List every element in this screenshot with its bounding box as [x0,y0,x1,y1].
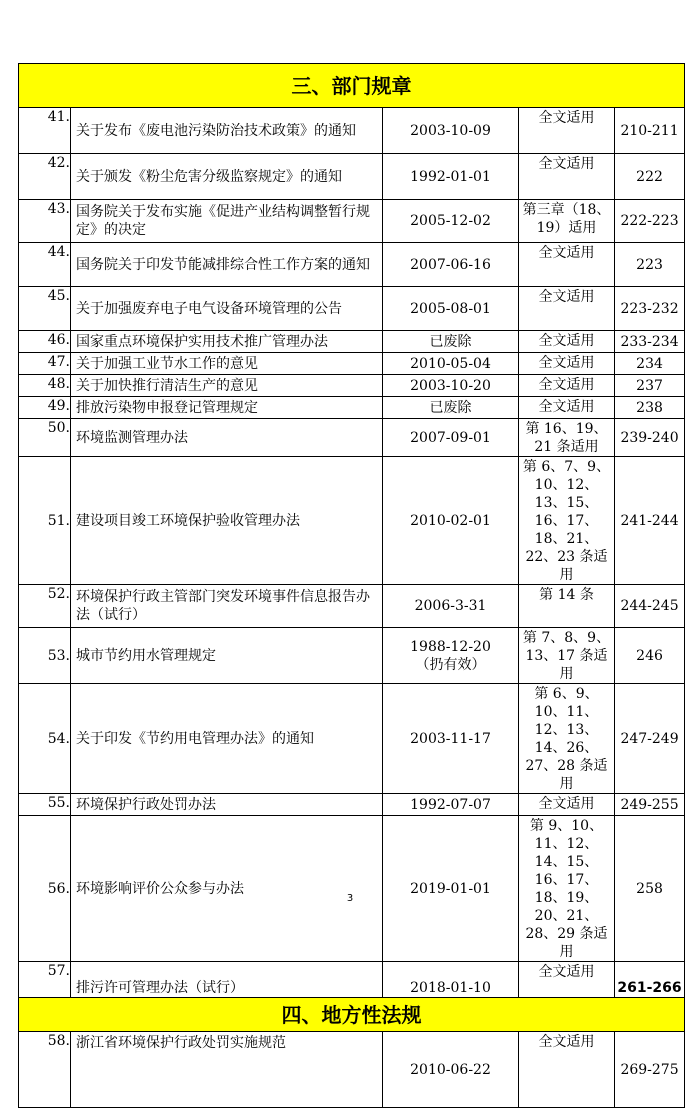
regulation-title: 国务院关于印发节能减排综合性工作方案的通知 [71,243,383,287]
row-number: 54. [19,684,71,794]
row-number: 46. [19,331,71,353]
effective-date [383,628,519,684]
table-row [19,243,685,287]
row-number: 42. [19,154,71,200]
table-row [19,962,685,998]
effective-date: 2010-06-22 [383,1032,519,1108]
effective-date: 2006-3-31 [383,585,519,628]
applicable-scope: 第三章（18、19）适用 [519,200,615,243]
effective-date: 2007-06-16 [383,243,519,287]
page-number: 3 [346,893,354,904]
effective-date: 2007-09-01 [383,419,519,457]
table-row [19,816,685,962]
applicable-scope: 全文适用 [519,962,615,998]
effective-date: 2003-11-17 [383,684,519,794]
page-range: 223-232 [615,287,685,331]
regulation-title: 环境保护行政处罚办法 [71,794,383,816]
row-number: 48. [19,375,71,397]
page-range: 222-223 [615,200,685,243]
page-range: 233-234 [615,331,685,353]
page-range: 241-244 [615,457,685,585]
table-row [19,628,685,684]
row-number: 58. [19,1032,71,1108]
effective-date: 2005-12-02 [383,200,519,243]
applicable-scope: 第 6、7、9、10、12、13、15、16、17、18、21、22、23 条适用 [519,457,615,585]
page-range: 238 [615,397,685,419]
section-title: 三、部门规章 [19,64,685,108]
table-row [19,419,685,457]
applicable-scope: 全文适用 [519,243,615,287]
row-number: 53. [19,628,71,684]
table-row [19,154,685,200]
page-range: 239-240 [615,419,685,457]
section-header-row [19,998,685,1032]
regulation-title: 排污许可管理办法（试行） [71,962,383,998]
page-range: 261-266 [615,962,685,998]
applicable-scope: 第 16、19、21 条适用 [519,419,615,457]
row-number: 55. [19,794,71,816]
row-number: 50. [19,419,71,457]
page-range: 269-275 [615,1032,685,1108]
regulation-title: 关于加强工业节水工作的意见 [71,353,383,375]
section-header-row [19,64,685,108]
regulation-title: 关于发布《废电池污染防治技术政策》的通知 [71,108,383,154]
page-range: 258 [615,816,685,962]
effective-date: 已废除 [383,397,519,419]
page-range: 222 [615,154,685,200]
regulation-title: 关于印发《节约用电管理办法》的通知 [71,684,383,794]
row-number: 45. [19,287,71,331]
applicable-scope: 全文适用 [519,287,615,331]
row-number: 56. [19,816,71,962]
applicable-scope: 全文适用 [519,108,615,154]
applicable-scope: 全文适用 [519,353,615,375]
page-range: 210-211 [615,108,685,154]
effective-date: 2010-02-01 [383,457,519,585]
effective-date: 2003-10-09 [383,108,519,154]
table-row [19,585,685,628]
page-range: 247-249 [615,684,685,794]
regulation-title: 建设项目竣工环境保护验收管理办法 [71,457,383,585]
applicable-scope: 全文适用 [519,154,615,200]
row-number: 41. [19,108,71,154]
validity-note: （扔有效） [415,656,486,673]
page-range: 237 [615,375,685,397]
page-range: 244-245 [615,585,685,628]
applicable-scope: 第 9、10、11、12、14、15、16、17、18、19、20、21、28、29 条适用 [519,816,615,962]
table-row [19,684,685,794]
page-range: 249-255 [615,794,685,816]
row-number: 49. [19,397,71,419]
table-row [19,108,685,154]
row-number: 44. [19,243,71,287]
row-number: 52. [19,585,71,628]
table-row [19,331,685,353]
table-row [19,397,685,419]
effective-date-line: 1988-12-20 [410,638,491,655]
applicable-scope: 第 6、9、10、11、12、13、14、26、27、28 条适用 [519,684,615,794]
regulation-title: 关于颁发《粉尘危害分级监察规定》的通知 [71,154,383,200]
table-row [19,353,685,375]
applicable-scope: 全文适用 [519,397,615,419]
row-number: 57. [19,962,71,998]
regulation-title: 浙江省环境保护行政处罚实施规范 [71,1032,383,1108]
regulation-title: 城市节约用水管理规定 [71,628,383,684]
regulation-title: 关于加强废弃电子电气设备环境管理的公告 [71,287,383,331]
effective-date: 2018-01-10 [383,962,519,998]
row-number: 51. [19,457,71,585]
table-row [19,1032,685,1108]
applicable-scope: 全文适用 [519,794,615,816]
row-number: 47. [19,353,71,375]
applicable-scope: 第 14 条 [519,585,615,628]
effective-date: 2005-08-01 [383,287,519,331]
effective-date: 2010-05-04 [383,353,519,375]
effective-date: 1992-01-01 [383,154,519,200]
page-range: 246 [615,628,685,684]
table-row [19,375,685,397]
regulation-title: 国务院关于发布实施《促进产业结构调整暂行规定》的决定 [71,200,383,243]
regulations-table [18,63,685,1108]
row-number: 43. [19,200,71,243]
applicable-scope: 全文适用 [519,1032,615,1108]
regulation-title: 排放污染物申报登记管理规定 [71,397,383,419]
regulation-title: 环境监测管理办法 [71,419,383,457]
applicable-scope: 第 7、8、9、13、17 条适用 [519,628,615,684]
effective-date: 2019-01-01 [383,816,519,962]
applicable-scope: 全文适用 [519,375,615,397]
regulation-title: 环境影响评价公众参与办法 [71,816,383,962]
page-range: 223 [615,243,685,287]
table-row [19,457,685,585]
regulation-title: 国家重点环境保护实用技术推广管理办法 [71,331,383,353]
regulation-title: 关于加快推行清洁生产的意见 [71,375,383,397]
table-row [19,794,685,816]
applicable-scope: 全文适用 [519,331,615,353]
section-title: 四、地方性法规 [19,998,685,1032]
regulation-title: 环境保护行政主管部门突发环境事件信息报告办法（试行） [71,585,383,628]
page-range: 234 [615,353,685,375]
table-row [19,287,685,331]
table-row [19,200,685,243]
effective-date: 2003-10-20 [383,375,519,397]
effective-date: 1992-07-07 [383,794,519,816]
effective-date: 已废除 [383,331,519,353]
